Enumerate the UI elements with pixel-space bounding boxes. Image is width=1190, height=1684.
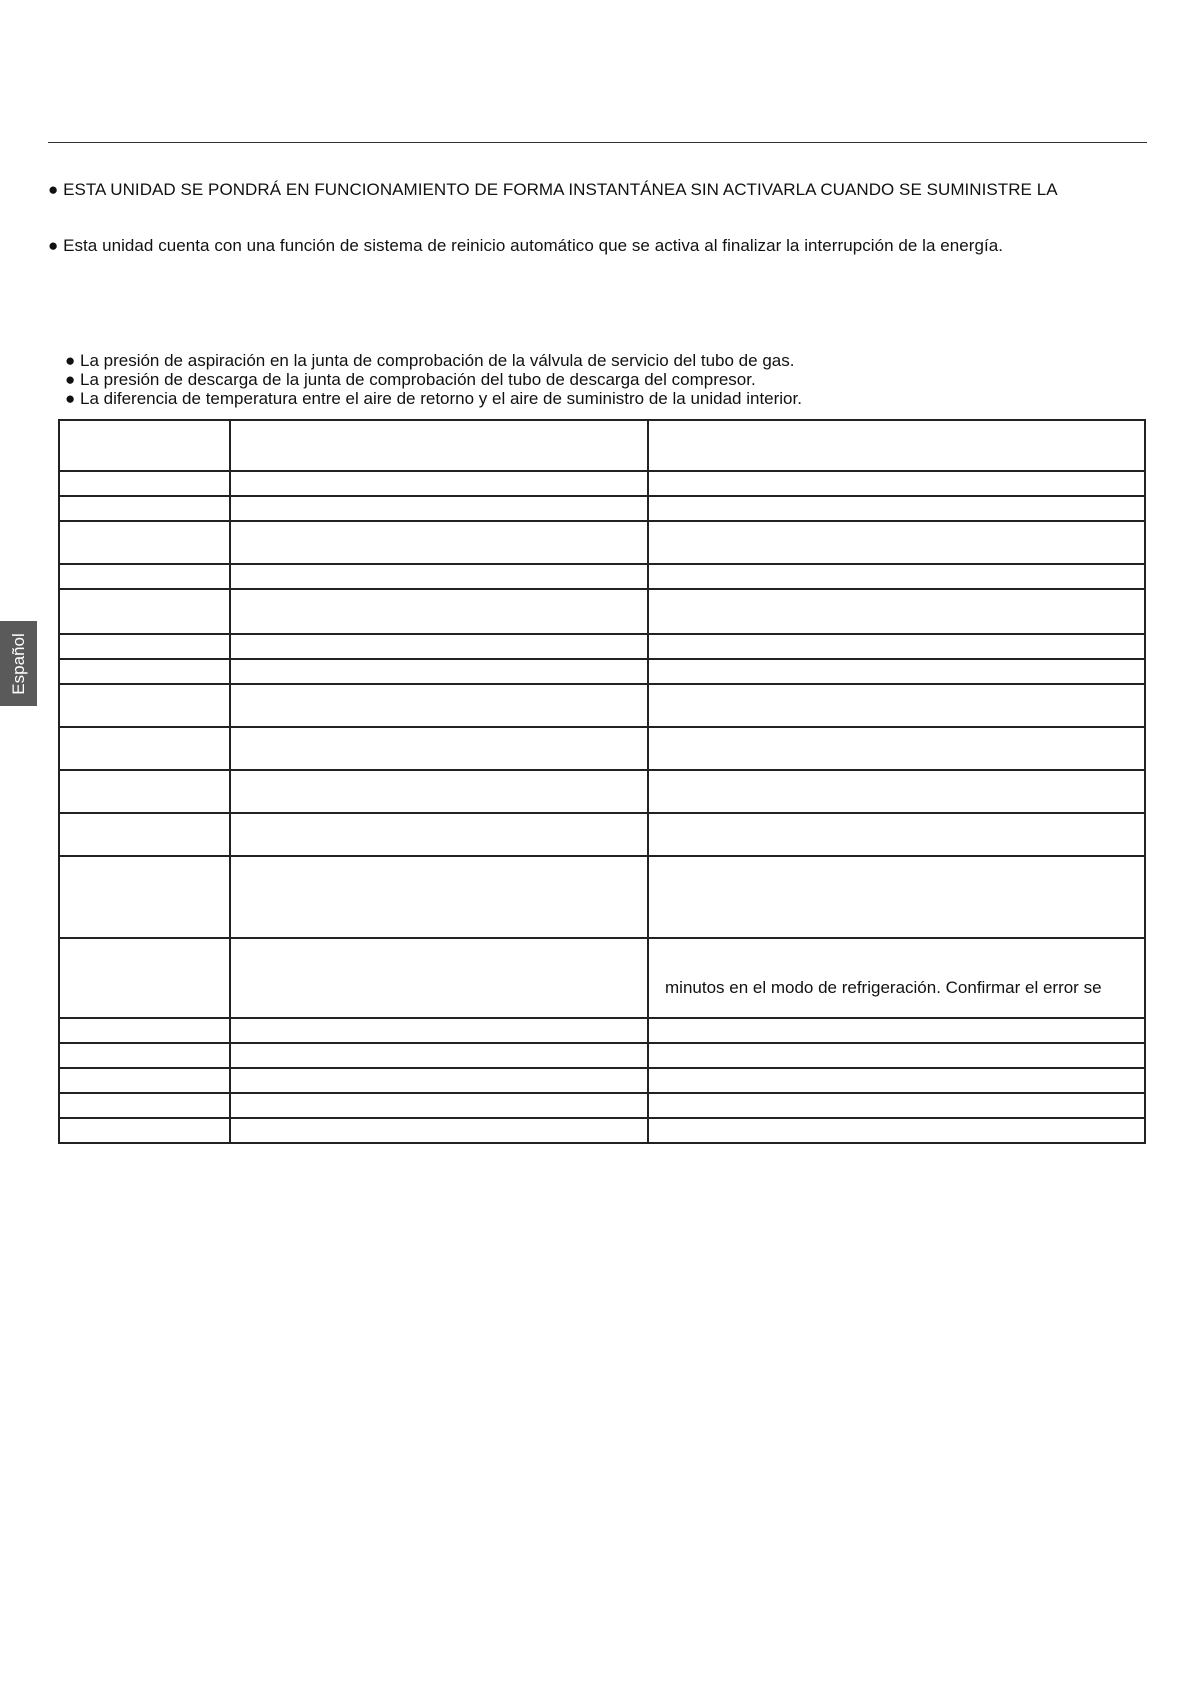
table-row: [59, 1018, 1145, 1043]
table-row: [59, 684, 1145, 727]
table-row: [59, 634, 1145, 659]
error-code-table: [58, 419, 1146, 1144]
language-label: Español: [8, 632, 28, 695]
header-rule: [48, 142, 1147, 143]
table-row: [59, 1093, 1145, 1118]
table-row: [59, 471, 1145, 496]
check-item-suction-pressure: ● La presión de aspiración en la junta de comprobación de la válvula de servicio del tubo de gas.: [65, 351, 795, 370]
table-row: [59, 1043, 1145, 1068]
check-item-discharge-pressure: ● La presión de descarga de la junta de comprobación del tubo de descarga del compresor.: [65, 370, 756, 389]
table-row: [59, 521, 1145, 564]
table-row: [59, 589, 1145, 634]
table-row: [59, 659, 1145, 684]
check-item-temperature-difference: ● La diferencia de temperatura entre el aire de retorno y el aire de suministro de la unidad interior.: [65, 389, 802, 408]
table-row: [59, 770, 1145, 813]
pressure-check-list: [65, 351, 802, 408]
table-row: [59, 856, 1145, 938]
notice-instant-start: ● ESTA UNIDAD SE PONDRÁ EN FUNCIONAMIENTO DE FORMA INSTANTÁNEA SIN ACTIVARLA CUANDO SE SUMINISTRE LA: [48, 180, 1058, 199]
table-row: [59, 496, 1145, 521]
table-header-row: [59, 420, 1145, 471]
notice-auto-restart: ● Esta unidad cuenta con una función de sistema de reinicio automático que se activa al finalizar la interrupción de la energía.: [48, 236, 1004, 255]
table-note-cell: minutos en el modo de refrigeración. Confirmar el error se: [665, 978, 1102, 997]
table-row: [59, 1118, 1145, 1143]
language-side-tab: [0, 621, 37, 706]
table-row: [59, 938, 1145, 1018]
table-row: [59, 1068, 1145, 1093]
table-row: [59, 813, 1145, 856]
table-row: [59, 564, 1145, 589]
table-row: [59, 727, 1145, 770]
